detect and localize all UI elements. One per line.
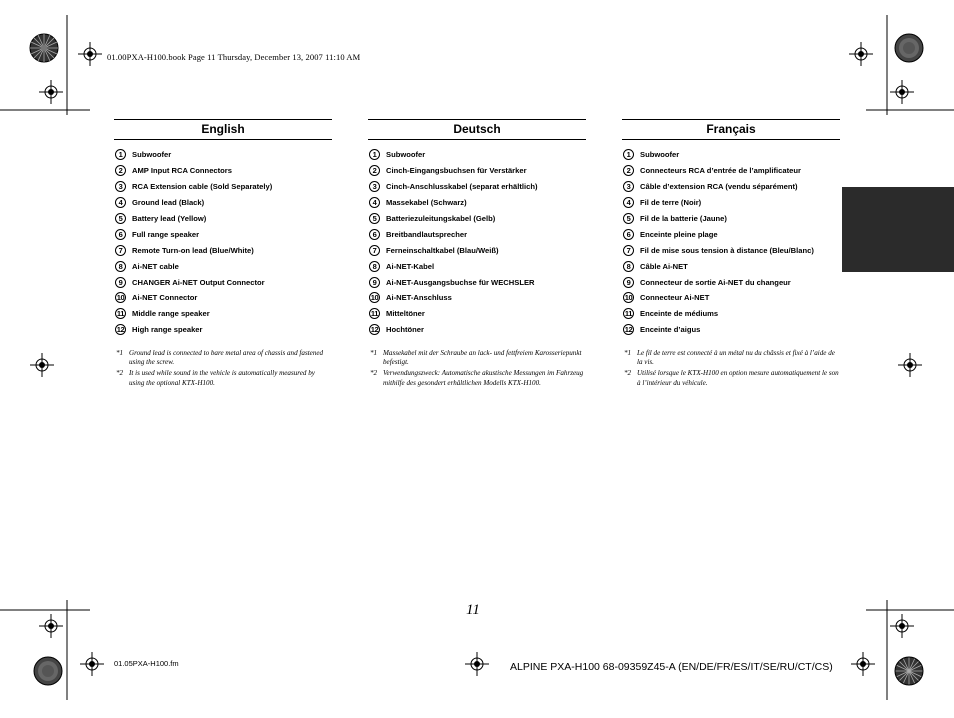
item-number-badge: 9 xyxy=(115,277,126,288)
item-label: Ferneinschaltkabel (Blau/Weiß) xyxy=(386,245,499,255)
item-label: Câble d’extension RCA (vendu séparément) xyxy=(640,182,798,192)
item-number-badge: 1 xyxy=(369,149,380,160)
item-label: Middle range speaker xyxy=(132,309,210,319)
item-number-badge: 3 xyxy=(115,181,126,192)
item-label: Fil de la batterie (Jaune) xyxy=(640,214,727,223)
item-label: CHANGER Ai-NET Output Connector xyxy=(132,277,265,287)
item-number-badge: 5 xyxy=(115,213,126,224)
item-label: Subwoofer xyxy=(640,150,680,160)
item-number-badge: 1 xyxy=(115,149,126,160)
item-label: Ai-NET-Ausgangsbuchse für WECHSLER xyxy=(386,277,535,287)
column-title-english: English xyxy=(114,119,332,140)
item-label: Ai-NET-Anschluss xyxy=(386,293,452,303)
item-number-badge: 9 xyxy=(623,277,634,288)
item-number-badge: 6 xyxy=(623,229,634,240)
item-number-badge: 10 xyxy=(624,293,633,303)
footnote-mark: *1 xyxy=(116,348,124,357)
item-label: Massekabel (Schwarz) xyxy=(386,198,467,208)
footer-filename: 01.05PXA-H100.fm xyxy=(114,659,179,668)
item-number-badge: 5 xyxy=(623,213,634,224)
item-label: Ai-NET cable xyxy=(132,261,179,271)
item-number-badge: 7 xyxy=(623,245,634,256)
item-label: Cinch-Eingangsbuchsen für Verstärker xyxy=(386,166,527,176)
footnote-mark: *1 xyxy=(624,348,632,357)
item-number-badge: 4 xyxy=(115,197,126,208)
item-number-badge: 12 xyxy=(624,325,633,335)
item-label: Remote Turn-on lead (Blue/White) xyxy=(132,245,254,255)
item-label: Fil de mise sous tension à distance (Bleu/Blanc) xyxy=(640,245,814,255)
item-number-badge: 9 xyxy=(369,277,380,288)
item-label: Full range speaker xyxy=(132,229,200,239)
item-label: Ai-NET-Kabel xyxy=(386,261,435,271)
item-label: Cinch-Anschlusskabel (separat erhältlich) xyxy=(386,182,538,192)
item-label: Enceinte d’aigus xyxy=(640,325,701,335)
footnote-text: Verwendungszweck: Automatische akustische Messungen im Fahrzeug mithilfe des gesondert erhältlichen Modells KTX-H100. xyxy=(383,369,584,387)
column-title-francais: Français xyxy=(622,119,840,140)
item-number-badge: 12 xyxy=(370,325,379,335)
footnote-text: Le fil de terre est connecté à un métal nu du châssis et fixé à l’aide de la vis. xyxy=(637,348,835,366)
item-number-badge: 10 xyxy=(116,293,125,303)
item-label: Ground lead (Black) xyxy=(132,198,205,208)
page-number: 11 xyxy=(466,602,480,618)
item-number-badge: 8 xyxy=(369,261,380,272)
footer-product-code: ALPINE PXA-H100 68-09359Z45-A (EN/DE/FR/ES/IT/SE/RU/CT/CS) xyxy=(510,661,833,673)
item-number-badge: 6 xyxy=(115,229,126,240)
item-number-badge: 11 xyxy=(370,309,379,319)
item-number-badge: 4 xyxy=(369,197,380,208)
item-label: Connecteur de sortie Ai-NET du changeur xyxy=(640,277,791,287)
footnote-mark: *2 xyxy=(116,369,124,378)
item-label: Fil de terre (Noir) xyxy=(640,198,702,208)
item-label: Enceinte pleine plage xyxy=(640,229,718,239)
item-number-badge: 10 xyxy=(370,293,379,303)
item-label: Hochtöner xyxy=(386,325,424,335)
footnote-mark: *2 xyxy=(370,369,378,378)
column-title-deutsch: Deutsch xyxy=(368,119,586,140)
item-number-badge: 5 xyxy=(369,213,380,224)
item-label: Enceinte de médiums xyxy=(640,309,719,319)
item-number-badge: 1 xyxy=(623,149,634,160)
item-label: Mitteltöner xyxy=(386,309,425,319)
footnote-text: Ground lead is connected to bare metal area of chassis and fastened using the screw. xyxy=(129,348,324,366)
item-number-badge: 7 xyxy=(369,245,380,256)
footnote-mark: *1 xyxy=(370,348,378,357)
item-label: Subwoofer xyxy=(132,150,172,160)
item-label: Connecteurs RCA d’entrée de l’amplificateur xyxy=(640,166,801,176)
item-label: AMP Input RCA Connectors xyxy=(132,166,232,176)
item-number-badge: 11 xyxy=(116,309,125,319)
item-label: High range speaker xyxy=(132,325,203,335)
item-label: Subwoofer xyxy=(386,150,426,160)
item-number-badge: 2 xyxy=(623,165,634,176)
item-label: Battery lead (Yellow) xyxy=(132,214,207,223)
item-number-badge: 3 xyxy=(369,181,380,192)
item-number-badge: 8 xyxy=(115,261,126,272)
item-number-badge: 2 xyxy=(369,165,380,176)
item-number-badge: 3 xyxy=(623,181,634,192)
item-number-badge: 7 xyxy=(115,245,126,256)
footnote-text: Utilisé lorsque le KTX-H100 en option mesure automatiquement le son à l’intérieur du véhicule. xyxy=(637,369,839,387)
item-label: Ai-NET Connector xyxy=(132,293,198,303)
file-header-line: 01.00PXA-H100.book Page 11 Thursday, December 13, 2007 11:10 AM xyxy=(107,52,361,62)
item-label: Connecteur Ai-NET xyxy=(640,293,710,303)
item-label: Câble Ai-NET xyxy=(640,261,688,271)
item-number-badge: 11 xyxy=(624,309,633,319)
item-number-badge: 2 xyxy=(115,165,126,176)
item-label: Breitbandlautsprecher xyxy=(386,229,468,239)
item-label: Batteriezuleitungskabel (Gelb) xyxy=(386,214,496,223)
item-number-badge: 12 xyxy=(116,325,125,335)
footnote-text: Massekabel mit der Schraube an lack- und fettfreiem Karosseriepunkt befestigt. xyxy=(383,348,582,366)
item-number-badge: 6 xyxy=(369,229,380,240)
item-number-badge: 8 xyxy=(623,261,634,272)
item-label: RCA Extension cable (Sold Separately) xyxy=(132,182,273,192)
footnote-text: It is used while sound in the vehicle is automatically measured by using the optional KTX-H100. xyxy=(129,369,315,387)
footnote-mark: *2 xyxy=(624,369,632,378)
item-number-badge: 4 xyxy=(623,197,634,208)
